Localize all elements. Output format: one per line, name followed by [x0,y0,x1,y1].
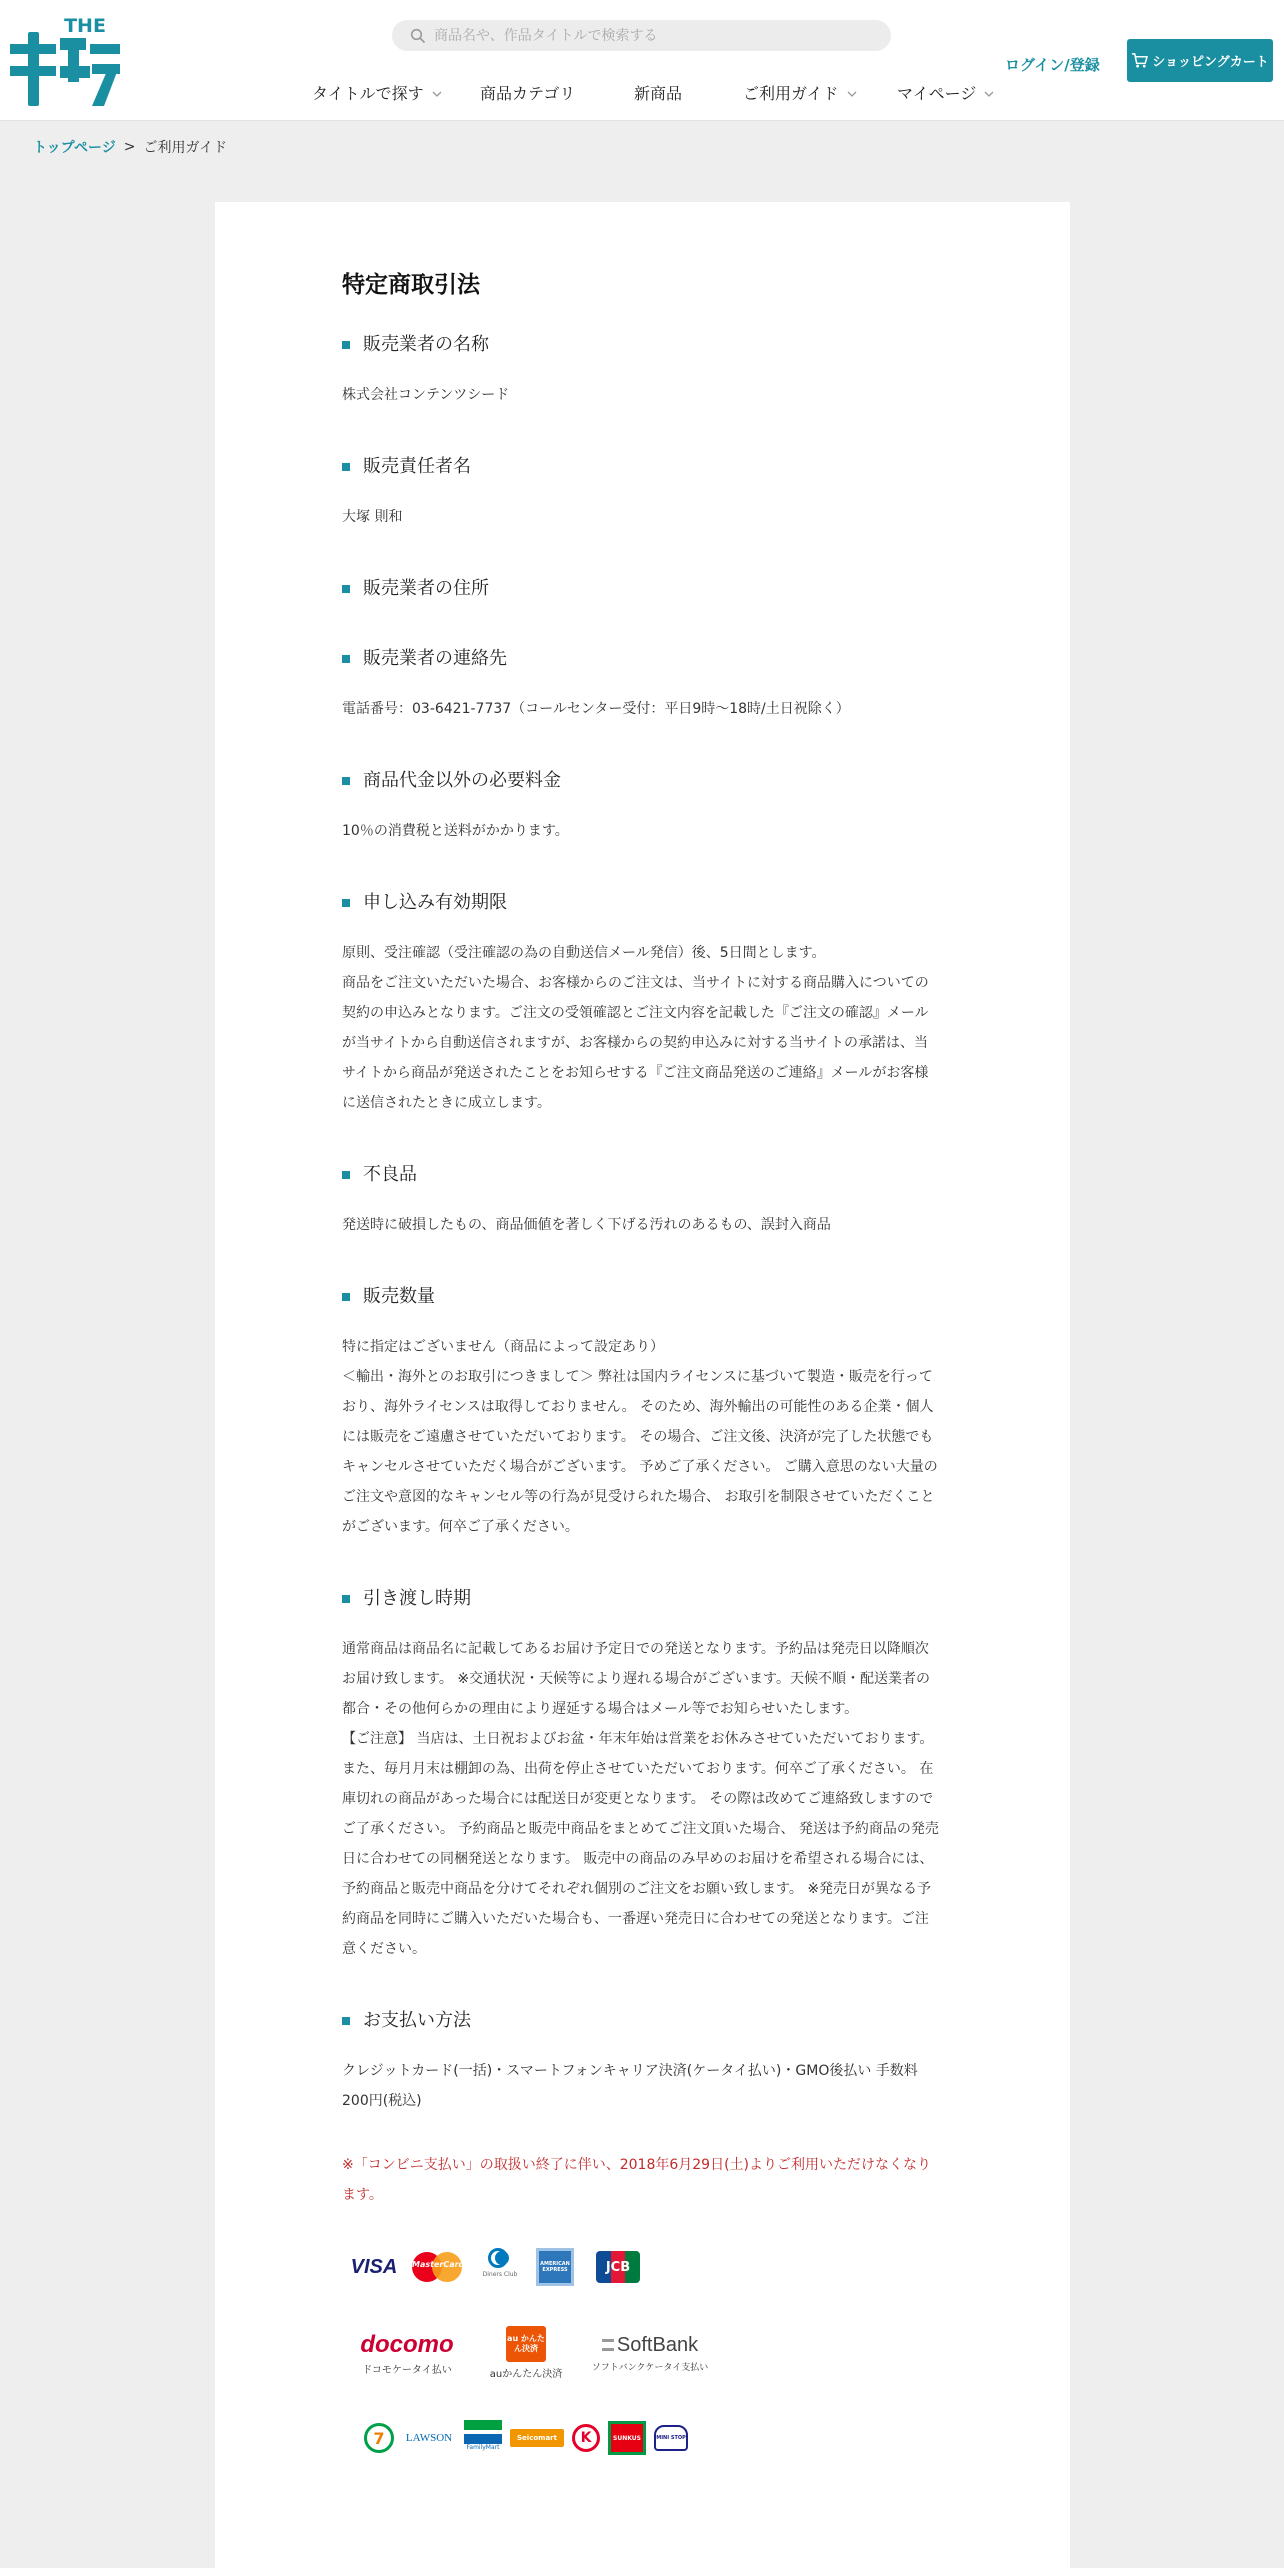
section-title-validity: 申し込み有効期限 [342,890,942,916]
svg-text:THE: THE [64,15,106,37]
familymart-logo: FamilyMart [464,2420,502,2456]
visa-logo: VISA [350,2255,398,2278]
chevron-down-icon [431,88,443,100]
section-title-quantity: 販売数量 [342,1284,942,1310]
bullet-icon [342,655,350,663]
chevron-down-icon [983,88,995,100]
bullet-icon [342,1171,350,1179]
shopping-cart-button[interactable]: ショッピングカート [1127,39,1273,82]
login-register-link[interactable]: ログイン/登録 [1005,56,1100,74]
bullet-icon [342,777,350,785]
section-body-contact: 電話番号：03-6421-7737（コールセンター受付：平日9時～18時/土日祝除く） [342,701,850,717]
bullet-icon [342,899,350,907]
bullet-icon [342,341,350,349]
bullet-icon [342,2017,350,2025]
section-title-extra-fees: 商品代金以外の必要料金 [342,768,942,794]
search-icon [410,28,426,44]
section-body-seller-name: 株式会社コンテンツシード [342,387,510,403]
circle-k-logo: K [572,2424,600,2452]
section-title-address: 販売業者の住所 [342,576,942,602]
breadcrumb-home-link[interactable]: トップページ [33,140,116,156]
credit-card-logos [342,2248,942,2286]
bullet-icon [342,1293,350,1301]
section-body-validity: 原則、受注確認（受注確認の為の自動送信メール発信）後、5日間とします。 商品をご注文いただいた場合、お客様からのご注文は、当サイトに対する商品購入についての契約の申込みとなります。ご注文の受領確認とご注文内容を記載した『ご注文の確認』メールが当サイトから自動送信されますが、お客様からの契約申込みに対する当サイトの承諾は、当サイトから商品が発送されたことをお知らせする『ご注文商品発送のご連絡』メールがお客様に送信されたときに成立します。 [342,945,929,1111]
bullet-icon [342,1595,350,1603]
site-logo[interactable] [10,14,120,106]
bullet-icon [342,463,350,471]
section-title-delivery: 引き渡し時期 [342,1586,942,1612]
nav-item-categories[interactable]: 商品カテゴリ [480,84,576,103]
amex-logo: AMERICAN EXPRESS [536,2248,574,2286]
lawson-logo: LAWSON [405,2432,453,2444]
bullet-icon [342,585,350,593]
jcb-logo: JCB [596,2251,640,2283]
section-body-extra-fees: 10％の消費税と送料がかかります。 [342,823,569,839]
nav-item-new-products[interactable]: 新商品 [634,84,683,103]
search-input[interactable] [434,28,874,44]
convenience-store-notice: ※「コンビニ支払い」の取扱い終了に伴い、2018年6月29日(土)よりご利用いただけなくなります。 [342,2157,932,2203]
mastercard-logo: MasterCard [412,2250,464,2284]
section-body-delivery: 通常商品は商品名に記載してあるお届け予定日での発送となります。予約品は発売日以降順次お届け致します。 ※交通状況・天候等により遅れる場合がございます。天候不順・配送業者の都合・その他何らかの理由により遅延する場合はメール等でお知らせいたします。 【ご注意】 当店は、土日祝およびお盆・年末年始は営業をお休みさせていただいております。 また、毎月月末は棚卸の為、出荷を停止させていただいております。何卒ご了承ください。 在庫切れの商品があった場合には配送日が変更となります。 その際は改めてご連絡致しますのでご了承ください。 予約商品と販売中商品をまとめてご注文頂いた場合、 発送は予約商品の発売日に合わせての同梱発送となります。 販売中の商品のみ早めのお届けを希望される場合には、 予約商品と販売中商品を分けてそれぞれ個別のご注文をお願い致します。 ※発売日が異なる予約商品を同時にご購入いただいた場合も、一番遅い発売日に合わせての発送となります。ご注意ください。 [342,1641,939,1957]
section-title-seller-name: 販売業者の名称 [342,332,942,358]
section-body-quantity: 特に指定はございません（商品によって設定あり） ＜輸出・海外とのお取引につきまして＞ 弊社は国内ライセンスに基づいて製造・販売を行っており、海外ライセンスは取得しておりません。 そのため、海外輸出の可能性のある企業・個人には販売をご遠慮させていただいております。 その場合、ご注文後、決済が完了した状態でもキャンセルさせていただく場合がございます。 予めご了承ください。 ご購入意思のない大量のご注文や意図的なキャンセル等の行為が見受けられた場合、 お取引を制限させていただくことがございます。何卒ご了承ください。 [342,1339,938,1535]
docomo-logo: docomo ドコモケータイ払い [360,2330,454,2376]
breadcrumb-separator: > [123,139,136,155]
diners-club-logo: Diners Club [478,2248,522,2286]
sunkus-logo: SUNKUS [608,2421,646,2455]
carrier-payment-logos [342,2326,942,2380]
nav-item-titles[interactable]: タイトルで探す [312,81,443,104]
seven-eleven-logo: 7 [364,2423,394,2453]
ministop-logo: MINI STOP [654,2425,688,2451]
nav-item-guide[interactable]: ご利用ガイド [743,81,858,104]
section-title-payment: お支払い方法 [342,2008,942,2034]
softbank-logo: SoftBank ソフトバンクケータイ支払い [591,2333,709,2373]
breadcrumb [33,137,227,157]
section-title-contact: 販売業者の連絡先 [342,646,942,672]
section-title-manager: 販売責任者名 [342,454,942,480]
legal-content [342,268,942,2496]
page-title: 特定商取引法 [342,272,480,298]
nav-item-mypage[interactable]: マイページ [897,81,995,104]
section-body-defects: 発送時に破損したもの、商品価値を著しく下げる汚れのあるもの、誤封入商品 [342,1217,831,1233]
section-body-payment: クレジットカード(一括)・スマートフォンキャリア決済(ケータイ払い)・GMO後払い 手数料200円(税込) [342,2063,918,2109]
au-easy-payment-logo: au かんたん決済 auかんたん決済 [486,2326,566,2380]
cart-icon [1131,52,1148,69]
search-bar[interactable] [392,20,891,51]
section-title-defects: 不良品 [342,1162,942,1188]
breadcrumb-current: ご利用ガイド [143,140,228,156]
site-header [0,0,1284,121]
chevron-down-icon [846,88,858,100]
convenience-store-logos [342,2420,942,2456]
section-body-manager: 大塚 則和 [342,509,403,525]
seicomart-logo: Seicomart [510,2429,564,2447]
